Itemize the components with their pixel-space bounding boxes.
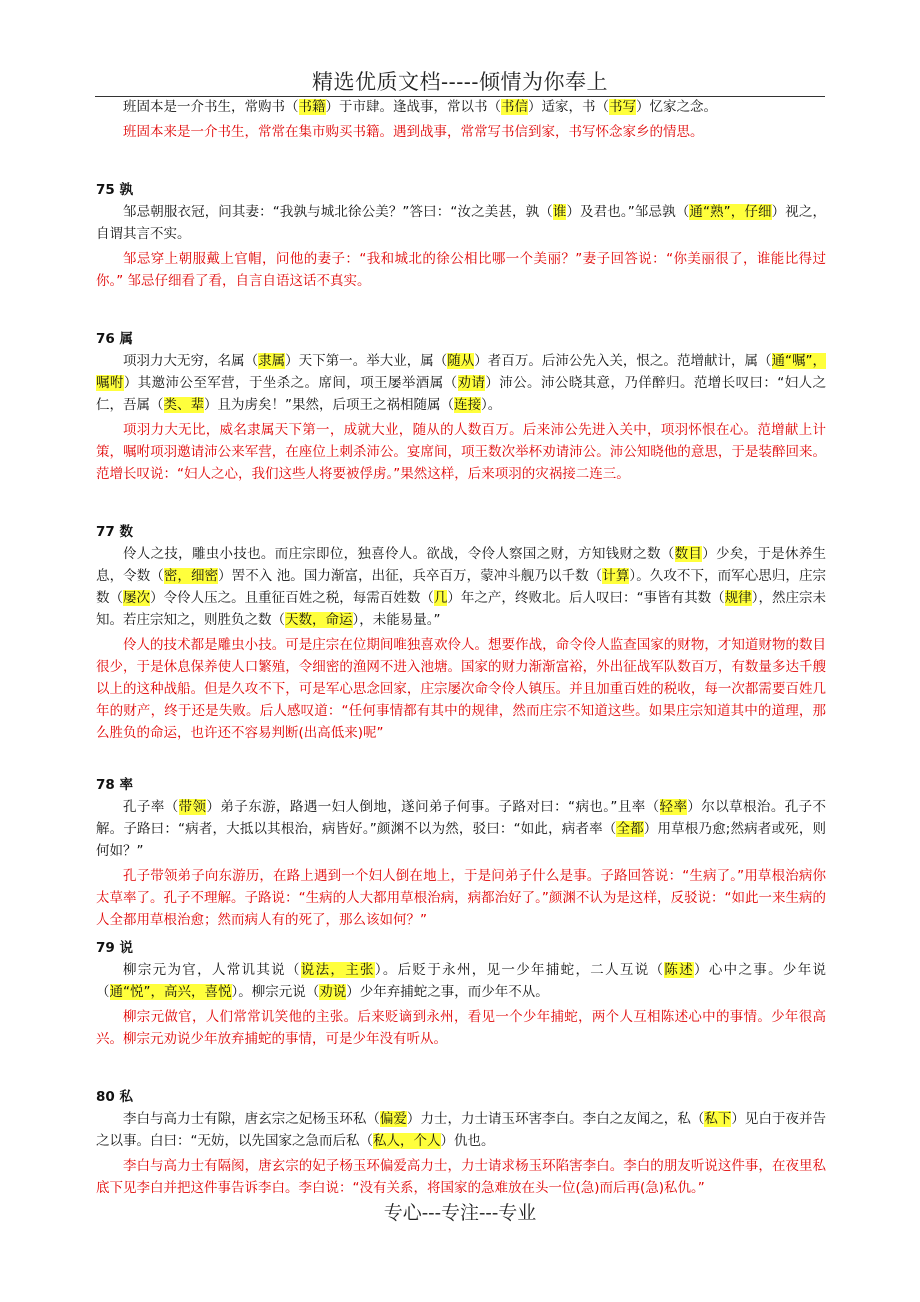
source-text: ）罟不入 池。国力渐富，出征，兵卒百万，蒙冲斗舰乃以千数（ — [218, 568, 603, 584]
source-text: ）力士，力士请玉环害李白。李白之友闻之，私（ — [406, 1111, 705, 1127]
source-text: ）其邀沛公至军营，于坐杀之。席间，项王屡举酒属（ — [123, 375, 458, 391]
source-text: ）及君也。”邹忌孰（ — [566, 204, 690, 220]
source-text: ）者百万。后沛公先入关，恨之。范增献计，属（ — [474, 353, 772, 369]
source-text: ）。柳宗元说（ — [231, 984, 320, 1000]
gloss-highlight: 私下 — [704, 1111, 732, 1127]
gloss-highlight: 隶属 — [258, 353, 286, 369]
entry-title: 79 说 — [96, 940, 133, 956]
entry-intro — [96, 96, 826, 143]
source-text: ）尔以草根治。孔子不解。子路曰：“病者，大抵以其根治，病皆好。”颜渊不以为然，驳曰：“如此，病者率（ — [96, 799, 827, 837]
document-body — [96, 96, 826, 1199]
entry-title: 75 孰 — [96, 182, 133, 198]
gloss-highlight: 轻率 — [659, 799, 688, 815]
entry-78 — [96, 774, 826, 931]
entry-source — [96, 959, 826, 1003]
entry-title: 77 数 — [96, 524, 133, 540]
entry-translation: 项羽力大无比，威名隶属天下第一，成就大业，随从的人数百万。后来沛公先进入关中，项羽怀恨在心。范增献上计策，嘱咐项羽邀请沛公来军营，在座位上刺杀沛公。宴席间，项王数次举杯劝请沛公。沛公知晓他的意思，于是装醉回来。范增长叹说：“妇人之心，我们这些人将要被俘虏。”果然这样，后来项羽的灾祸接二连三。 — [96, 422, 826, 482]
gloss-highlight: 通“熟”，仔细 — [689, 204, 772, 220]
page-header: 精选优质文档-----倾情为你奉上 — [312, 70, 608, 94]
gloss-highlight: 数目 — [674, 546, 703, 562]
source-text: ）天下第一。举大业，属（ — [285, 353, 448, 369]
source-text: 邹忌朝服衣冠，问其妻：“我孰与城北徐公美？”答曰：“汝之美甚，孰（ — [123, 204, 553, 220]
gloss-highlight: 连接 — [454, 397, 481, 413]
source-text: ）沛公。沛公晓其意，乃佯醉归。范增长叹曰：“妇人之仁，吾属（ — [96, 375, 827, 413]
entry-source — [96, 201, 826, 245]
gloss-highlight: 天数，命运 — [285, 612, 353, 628]
entry-79 — [96, 937, 826, 1050]
source-text: 柳宗元为官，人常讥其说（ — [123, 962, 301, 978]
gloss-highlight: 私人，个人 — [373, 1133, 441, 1149]
source-text: ）适家，书（ — [528, 99, 609, 115]
entry-77 — [96, 521, 826, 744]
entry-title: 76 属 — [96, 331, 133, 347]
gloss-highlight: 劝请 — [457, 375, 486, 391]
source-text: 项羽力大无穷，名属（ — [123, 353, 259, 369]
source-text: ）令伶人压之。且重征百姓之税，每需百姓数（ — [150, 590, 434, 606]
gloss-highlight: 劝说 — [319, 984, 347, 1000]
gloss-highlight: 书写 — [609, 99, 636, 115]
source-text: ）心中之事。少年说（ — [96, 962, 827, 1000]
entry-80 — [96, 1086, 826, 1199]
gloss-highlight: 全都 — [616, 821, 644, 837]
page-footer: 专心---专注---专业 — [383, 1202, 537, 1224]
source-text: ）年之产，终败北。后人叹曰：“事皆有其数（ — [447, 590, 725, 606]
gloss-highlight: 密，细密 — [163, 568, 219, 584]
entry-translation: 李白与高力士有隔阂，唐玄宗的妃子杨玉环偏爱高力士，力士请求杨玉环陷害李白。李白的朋友听说这件事，在夜里私底下见李白并把这件事告诉李白。李白说：“没有关系，将国家的急难放在头一位(急)而后再(急)私仇。” — [96, 1158, 826, 1196]
gloss-highlight: 偏爱 — [379, 1111, 407, 1127]
entry-translation: 邹忌穿上朝服戴上官帽，问他的妻子：“我和城北的徐公相比哪一个美丽？”妻子回答说：“你美丽很了，谁能比得过你。” 邹忌仔细看了看，自言自语这话不真实。 — [96, 251, 826, 289]
entry-source — [96, 543, 826, 631]
source-text: ）。后贬于永州，见一少年捕蛇，二人互说（ — [374, 962, 665, 978]
gloss-highlight: 说法，主张 — [300, 962, 375, 978]
gloss-highlight: 书信 — [501, 99, 528, 115]
source-text: 班固本是一介书生，常购书（ — [123, 99, 299, 115]
gloss-highlight: 通“嘱”，嘱咐 — [96, 353, 827, 391]
gloss-highlight: 陈述 — [664, 962, 695, 978]
gloss-highlight: 通“悦”，高兴，喜悦 — [109, 984, 232, 1000]
source-text: ）仇也。 — [440, 1133, 495, 1149]
source-text: ）忆家之念。 — [636, 99, 717, 115]
gloss-highlight: 谁 — [552, 204, 567, 220]
source-text: ），然庄宗未知。若庄宗知之，则胜负之数（ — [96, 590, 827, 628]
source-text: 孔子率（ — [123, 799, 179, 815]
source-text: ）视之，自谓其言不实。 — [96, 204, 827, 242]
entry-76 — [96, 328, 826, 485]
source-text: ），未能易量。” — [352, 612, 441, 628]
source-text: ）见白于夜并告之以事。白曰：“无妨，以先国家之急而后私（ — [96, 1111, 827, 1149]
source-text: ）少年弃捕蛇之事，而少年不从。 — [346, 984, 549, 1000]
entry-title: 78 率 — [96, 777, 133, 793]
entry-75 — [96, 179, 826, 292]
entry-translation: 柳宗元做官，人们常常讥笑他的主张。后来贬谪到永州，看见一个少年捕蛇，两个人互相陈述心中的事情。少年很高兴。柳宗元劝说少年放弃捕蛇的事情，可是少年没有听从。 — [96, 1009, 826, 1047]
source-text: ）弟子东游，路遇一妇人倒地，遂问弟子何事。子路对曰：“病也。”且率（ — [206, 799, 660, 815]
entry-translation: 班固本来是一介书生，常常在集市购买书籍。遇到战事，常常写书信到家，书写怀念家乡的情思。 — [123, 124, 704, 140]
entry-source — [96, 96, 826, 118]
source-text: ）且为虏矣！”果然，后项王之祸相随属（ — [204, 397, 454, 413]
entry-source — [96, 796, 826, 862]
gloss-highlight: 几 — [433, 590, 448, 606]
gloss-highlight: 书籍 — [298, 99, 326, 115]
source-text: 伶人之技，雕虫小技也。而庄宗即位，独喜伶人。欲战，令伶人察国之财，方知钱财之数（ — [123, 546, 675, 562]
entry-title: 80 私 — [96, 1089, 133, 1105]
gloss-highlight: 带领 — [178, 799, 207, 815]
entry-translation: 伶人的技术都是雕虫小技。可是庄宗在位期间唯独喜欢伶人。想要作战，命令伶人监查国家的财物，才知道财物的数目很少，于是休息保养使人口繁殖，令细密的渔网不进入池塘。国家的财力渐渐富裕，外出征战军队数百万，有数量多达千艘以上的这种战船。但是久攻不下，可是军心思念回家，庄宗屡次命令伶人镇压。并且加重百姓的税收，每一次都需要百姓几年的财产，终于还是失败。后人感叹道：“任何事情都有其中的规律，然而庄宗不知道这些。如果庄宗知道其中的道理，那么胜负的命运，也许还不容易判断(出高低来)呢” — [96, 637, 826, 741]
entry-translation: 孔子带领弟子向东游历，在路上遇到一个妇人倒在地上，于是问弟子什么是事。子路回答说：“生病了。”用草根治病你太草率了。孔子不理解。子路说：“生病的人大都用草根治病，病都治好了。”颜渊不认为是这样，反驳说：“如此一来生病的人全都用草根治愈；然而病人有的死了，那么该如何？” — [96, 868, 826, 928]
source-text: ）用草根乃愈;然病者或死，则何如？” — [96, 821, 827, 859]
source-text: 李白与高力士有隙，唐玄宗之妃杨玉环私（ — [123, 1111, 380, 1127]
gloss-highlight: 类、辈 — [163, 397, 204, 413]
gloss-highlight: 计算 — [602, 568, 630, 584]
source-text: ）。久攻不下，而军心思归，庄宗数（ — [96, 568, 827, 606]
source-text: ）少矣，于是休养生息，令数（ — [96, 546, 827, 584]
source-text: ）。 — [481, 397, 502, 413]
source-text: ）于市肆。逢战事，常以书（ — [325, 99, 501, 115]
gloss-highlight: 随从 — [447, 353, 475, 369]
entry-source — [96, 1108, 826, 1152]
gloss-highlight: 屡次 — [123, 590, 151, 606]
entry-source — [96, 350, 826, 416]
gloss-highlight: 规律 — [724, 590, 752, 606]
